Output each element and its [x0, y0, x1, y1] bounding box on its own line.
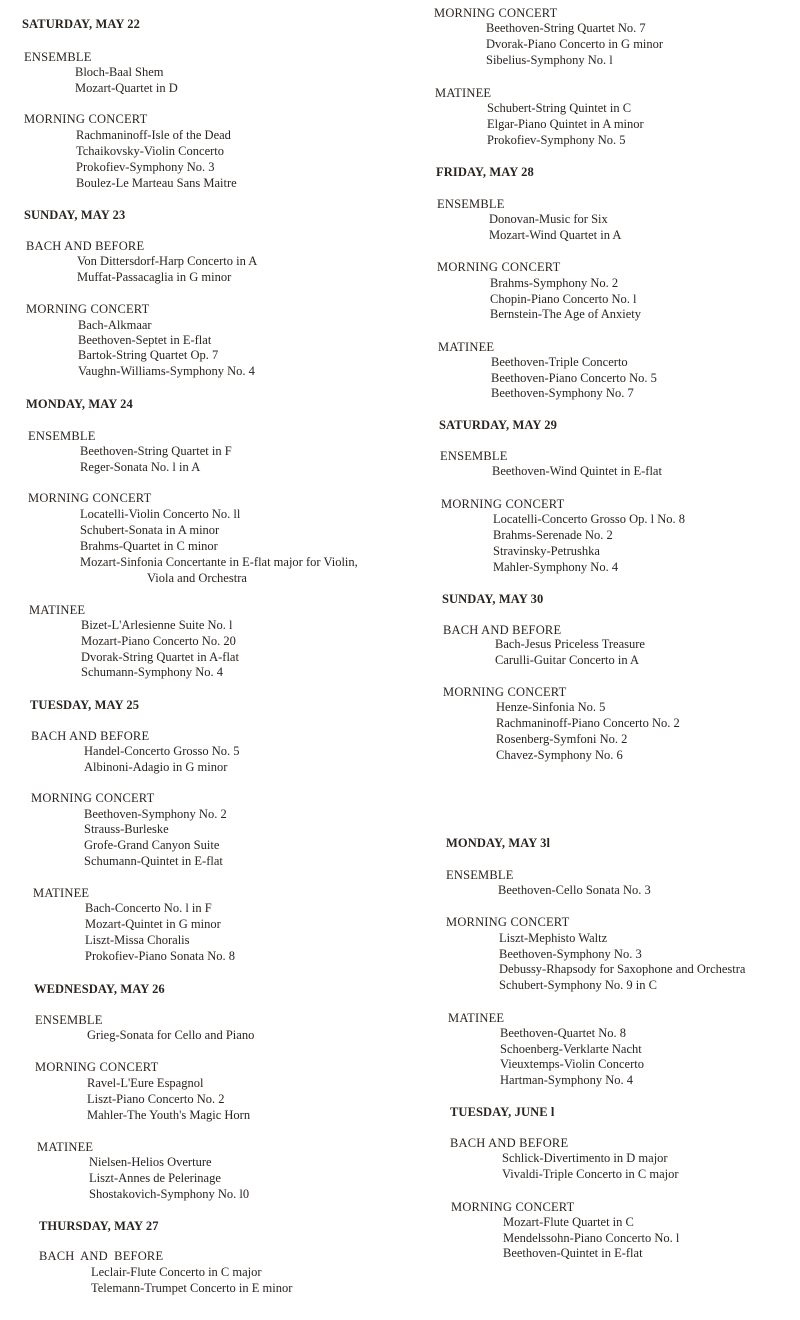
program-heading: ENSEMBLE: [446, 868, 514, 882]
program-heading: BACH AND BEFORE: [31, 729, 150, 743]
piece-title: Leclair-Flute Concerto in C major: [91, 1265, 262, 1279]
piece-title: Rachmaninoff-Isle of the Dead: [76, 128, 231, 142]
piece-title: Mozart-Wind Quartet in A: [489, 228, 622, 242]
piece-title: Hartman-Symphony No. 4: [500, 1073, 633, 1087]
piece-title: Donovan-Music for Six: [489, 212, 608, 226]
program-heading: ENSEMBLE: [28, 429, 96, 443]
day-heading: SUNDAY, MAY 23: [24, 208, 126, 222]
piece-title: Telemann-Trumpet Concerto in E minor: [91, 1281, 293, 1295]
piece-title: Beethoven-Symphony No. 2: [84, 807, 227, 821]
day-heading: THURSDAY, MAY 27: [39, 1219, 159, 1233]
program-heading: ENSEMBLE: [437, 197, 505, 211]
program-heading: MORNING CONCERT: [437, 260, 561, 274]
piece-title: Bach-Concerto No. l in F: [85, 901, 212, 915]
piece-title: Handel-Concerto Grosso No. 5: [84, 744, 240, 758]
piece-title: Locatelli-Concerto Grosso Op. l No. 8: [493, 512, 685, 526]
piece-title: Prokofiev-Piano Sonata No. 8: [85, 949, 235, 963]
piece-title: Sibelius-Symphony No. l: [486, 53, 613, 67]
day-heading: FRIDAY, MAY 28: [436, 165, 534, 179]
program-heading: MORNING CONCERT: [31, 791, 155, 805]
program-heading: ENSEMBLE: [35, 1013, 103, 1027]
day-heading: TUESDAY, JUNE l: [450, 1105, 555, 1119]
piece-title: Schlick-Divertimento in D major: [502, 1151, 668, 1165]
program-heading: BACH AND BEFORE: [450, 1136, 569, 1150]
program-heading: BACH AND BEFORE: [443, 623, 562, 637]
piece-title: Bartok-String Quartet Op. 7: [78, 348, 219, 362]
program-heading: MATINEE: [448, 1011, 505, 1025]
piece-title: Henze-Sinfonia No. 5: [496, 700, 606, 714]
piece-title: Schubert-String Quintet in C: [487, 101, 632, 115]
piece-title: Reger-Sonata No. l in A: [80, 460, 201, 474]
program-heading: MATINEE: [435, 86, 492, 100]
day-heading: MONDAY, MAY 24: [26, 397, 133, 411]
program-heading: MORNING CONCERT: [446, 915, 570, 929]
piece-title: Brahms-Quartet in C minor: [80, 539, 218, 553]
piece-title: Prokofiev-Symphony No. 5: [487, 133, 626, 147]
piece-title: Beethoven-Wind Quintet in E-flat: [492, 464, 662, 478]
piece-title: Vivaldi-Triple Concerto in C major: [502, 1167, 679, 1181]
piece-title: Mendelssohn-Piano Concerto No. l: [503, 1231, 680, 1245]
piece-title: Bloch-Baal Shem: [75, 65, 164, 79]
piece-title: Chavez-Symphony No. 6: [496, 748, 623, 762]
piece-title: Muffat-Passacaglia in G minor: [77, 270, 232, 284]
piece-title: Elgar-Piano Quintet in A minor: [487, 117, 644, 131]
piece-title: Mozart-Quartet in D: [75, 81, 178, 95]
program-heading: MORNING CONCERT: [434, 6, 558, 20]
piece-title: Schumann-Quintet in E-flat: [84, 854, 223, 868]
day-heading: SATURDAY, MAY 29: [439, 418, 557, 432]
piece-title: Mozart-Sinfonia Concertante in E-flat major for Violin,: [80, 555, 358, 569]
piece-title: Strauss-Burleske: [84, 822, 169, 836]
program-heading: BACH AND BEFORE: [39, 1249, 164, 1263]
piece-title: Beethoven-Symphony No. 3: [499, 947, 642, 961]
program-heading: BACH AND BEFORE: [26, 239, 145, 253]
piece-title: Locatelli-Violin Concerto No. ll: [80, 507, 241, 521]
piece-title: Stravinsky-Petrushka: [493, 544, 600, 558]
piece-title: Vieuxtemps-Violin Concerto: [500, 1057, 644, 1071]
day-heading: TUESDAY, MAY 25: [30, 698, 140, 712]
piece-title: Mozart-Flute Quartet in C: [503, 1215, 634, 1229]
piece-title: Mahler-Symphony No. 4: [493, 560, 619, 574]
piece-title: Bach-Jesus Priceless Treasure: [495, 637, 645, 651]
piece-title: Mozart-Quintet in G minor: [85, 917, 221, 931]
piece-title: Rachmaninoff-Piano Concerto No. 2: [496, 716, 680, 730]
piece-title: Boulez-Le Marteau Sans Maitre: [76, 176, 237, 190]
piece-title: Beethoven-Quintet in E-flat: [503, 1246, 643, 1260]
piece-title: Bizet-L'Arlesienne Suite No. l: [81, 618, 233, 632]
piece-title: Mahler-The Youth's Magic Horn: [87, 1108, 251, 1122]
piece-title: Liszt-Missa Choralis: [85, 933, 190, 947]
piece-title: Mozart-Piano Concerto No. 20: [81, 634, 236, 648]
day-heading: SUNDAY, MAY 30: [442, 592, 544, 606]
program-heading: MORNING CONCERT: [26, 302, 150, 316]
piece-title: Schubert-Sonata in A minor: [80, 523, 220, 537]
piece-title: Liszt-Piano Concerto No. 2: [87, 1092, 225, 1106]
program-heading: MORNING CONCERT: [28, 491, 152, 505]
piece-title: Viola and Orchestra: [147, 571, 247, 585]
program-heading: MORNING CONCERT: [441, 497, 565, 511]
piece-title: Von Dittersdorf-Harp Concerto in A: [77, 254, 258, 268]
piece-title: Beethoven-Triple Concerto: [491, 355, 628, 369]
program-heading: MORNING CONCERT: [443, 685, 567, 699]
piece-title: Shostakovich-Symphony No. l0: [89, 1187, 250, 1201]
piece-title: Liszt-Annes de Pelerinage: [89, 1171, 221, 1185]
piece-title: Bach-Alkmaar: [78, 318, 152, 332]
day-heading: WEDNESDAY, MAY 26: [34, 982, 165, 996]
piece-title: Beethoven-String Quartet No. 7: [486, 21, 646, 35]
piece-title: Prokofiev-Symphony No. 3: [76, 160, 215, 174]
piece-title: Vaughn-Williams-Symphony No. 4: [78, 364, 255, 378]
piece-title: Rosenberg-Symfoni No. 2: [496, 732, 628, 746]
program-heading: ENSEMBLE: [24, 50, 92, 64]
piece-title: Nielsen-Helios Overture: [89, 1155, 212, 1169]
piece-title: Ravel-L'Eure Espagnol: [87, 1076, 204, 1090]
day-heading: MONDAY, MAY 3l: [446, 836, 551, 850]
piece-title: Liszt-Mephisto Waltz: [499, 931, 608, 945]
piece-title: Beethoven-String Quartet in F: [80, 444, 232, 458]
piece-title: Grofe-Grand Canyon Suite: [84, 838, 220, 852]
piece-title: Schumann-Symphony No. 4: [81, 665, 224, 679]
program-heading: MORNING CONCERT: [35, 1060, 159, 1074]
piece-title: Dvorak-Piano Concerto in G minor: [486, 37, 664, 51]
piece-title: Beethoven-Symphony No. 7: [491, 386, 634, 400]
piece-title: Beethoven-Cello Sonata No. 3: [498, 883, 651, 897]
program-heading: MATINEE: [33, 886, 90, 900]
day-heading: SATURDAY, MAY 22: [22, 17, 140, 31]
piece-title: Chopin-Piano Concerto No. l: [490, 292, 637, 306]
program-heading: MATINEE: [29, 603, 86, 617]
piece-title: Beethoven-Quartet No. 8: [500, 1026, 627, 1040]
program-heading: MORNING CONCERT: [24, 112, 148, 126]
program-heading: MATINEE: [37, 1140, 94, 1154]
piece-title: Dvorak-String Quartet in A-flat: [81, 650, 239, 664]
piece-title: Schoenberg-Verklarte Nacht: [500, 1042, 642, 1056]
piece-title: Beethoven-Septet in E-flat: [78, 333, 212, 347]
piece-title: Grieg-Sonata for Cello and Piano: [87, 1028, 255, 1042]
piece-title: Beethoven-Piano Concerto No. 5: [491, 371, 657, 385]
piece-title: Albinoni-Adagio in G minor: [84, 760, 228, 774]
piece-title: Schubert-Symphony No. 9 in C: [499, 978, 657, 992]
piece-title: Carulli-Guitar Concerto in A: [495, 653, 640, 667]
program-heading: MATINEE: [438, 340, 495, 354]
piece-title: Debussy-Rhapsody for Saxophone and Orchestra: [499, 962, 746, 976]
piece-title: Bernstein-The Age of Anxiety: [490, 307, 642, 321]
piece-title: Tchaikovsky-Violin Concerto: [76, 144, 224, 158]
piece-title: Brahms-Serenade No. 2: [493, 528, 613, 542]
program-heading: ENSEMBLE: [440, 449, 508, 463]
piece-title: Brahms-Symphony No. 2: [490, 276, 619, 290]
program-heading: MORNING CONCERT: [451, 1200, 575, 1214]
